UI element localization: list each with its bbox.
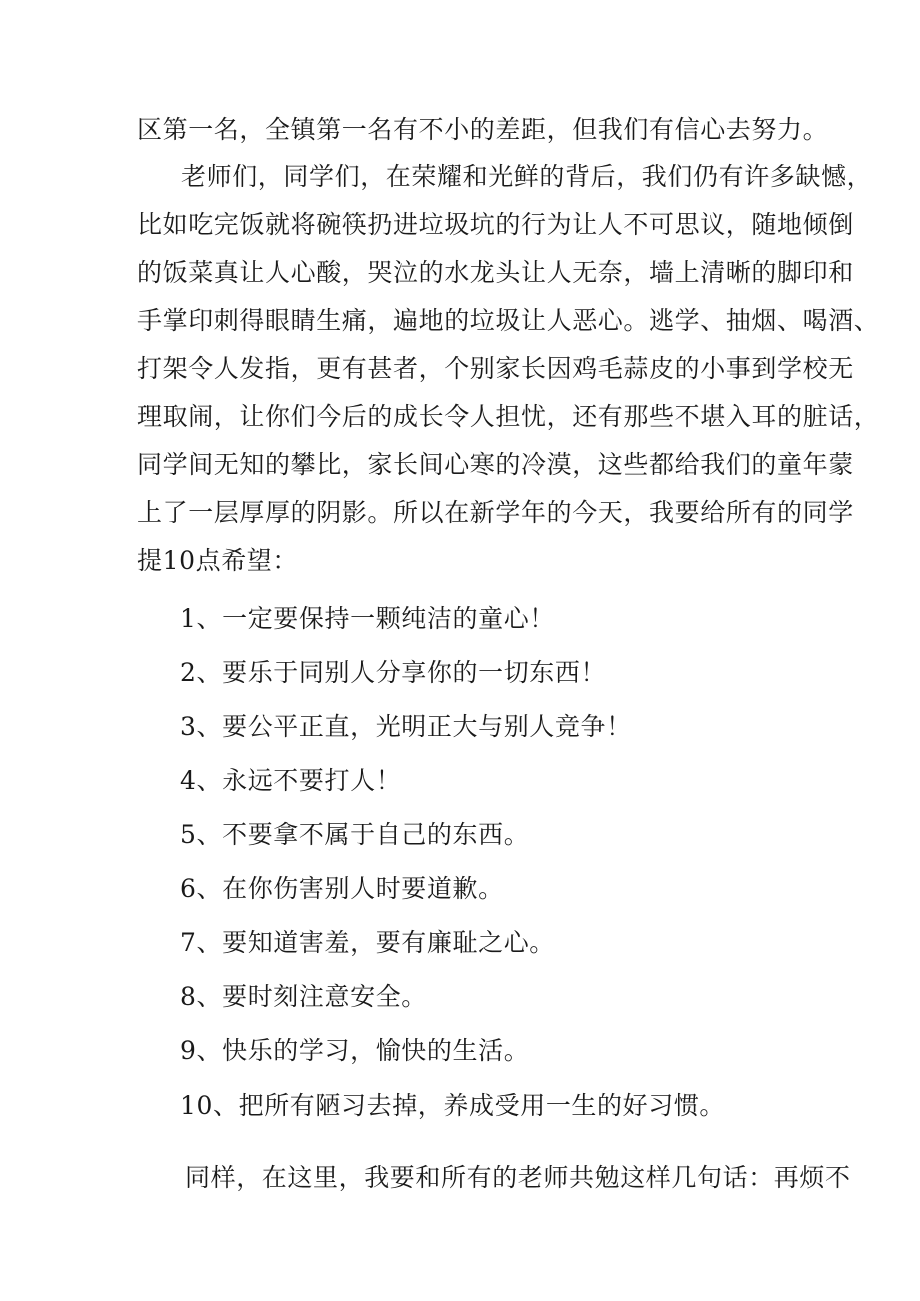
paragraph-line: 比如吃完饭就将碗筷扔进垃圾坑的行为让人不可思议，随地倾倒 — [137, 210, 854, 239]
hope-item: 9、快乐的学习，愉快的生活。 — [180, 1036, 530, 1065]
hope-item: 7、要知道害羞，要有廉耻之心。 — [180, 928, 555, 957]
paragraph-line: 同学间无知的攀比，家长间心寒的冷漠，这些都给我们的童年蒙 — [137, 450, 854, 479]
hope-item: 1、一定要保持一颗纯洁的童心！ — [180, 604, 555, 633]
paragraph-line: 区第一名，全镇第一名有不小的差距，但我们有信心去努力。 — [137, 115, 829, 144]
paragraph-line: 理取闹，让你们今后的成长令人担忧，还有那些不堪入耳的脏话， — [137, 402, 880, 431]
hope-item: 4、永远不要打人！ — [180, 766, 402, 795]
hope-item: 10、把所有陋习去掉，养成受用一生的好习惯。 — [180, 1091, 726, 1120]
paragraph-line: 手掌印刺得眼睛生痛，遍地的垃圾让人恶心。逃学、抽烟、喝酒、 — [137, 306, 880, 335]
paragraph-line: 上了一层厚厚的阴影。所以在新学年的今天，我要给所有的同学 — [137, 498, 854, 527]
hope-item: 5、不要拿不属于自己的东西。 — [180, 820, 530, 849]
paragraph-line: 老师们，同学们，在荣耀和光鲜的背后，我们仍有许多缺憾， — [181, 162, 873, 191]
paragraph-line: 打架令人发指，更有甚者，个别家长因鸡毛蒜皮的小事到学校无 — [137, 354, 854, 383]
hope-item: 2、要乐于同别人分享你的一切东西！ — [180, 658, 607, 687]
paragraph-line: 提10点希望： — [137, 546, 299, 575]
paragraph-line: 的饭菜真让人心酸，哭泣的水龙头让人无奈，墙上清晰的脚印和 — [137, 258, 854, 287]
hope-item: 6、在你伤害别人时要道歉。 — [180, 874, 504, 903]
closing-line: 同样，在这里，我要和所有的老师共勉这样几句话：再烦不 — [185, 1163, 851, 1192]
hope-item: 3、要公平正直，光明正大与别人竞争！ — [180, 712, 632, 741]
hope-item: 8、要时刻注意安全。 — [180, 982, 427, 1011]
